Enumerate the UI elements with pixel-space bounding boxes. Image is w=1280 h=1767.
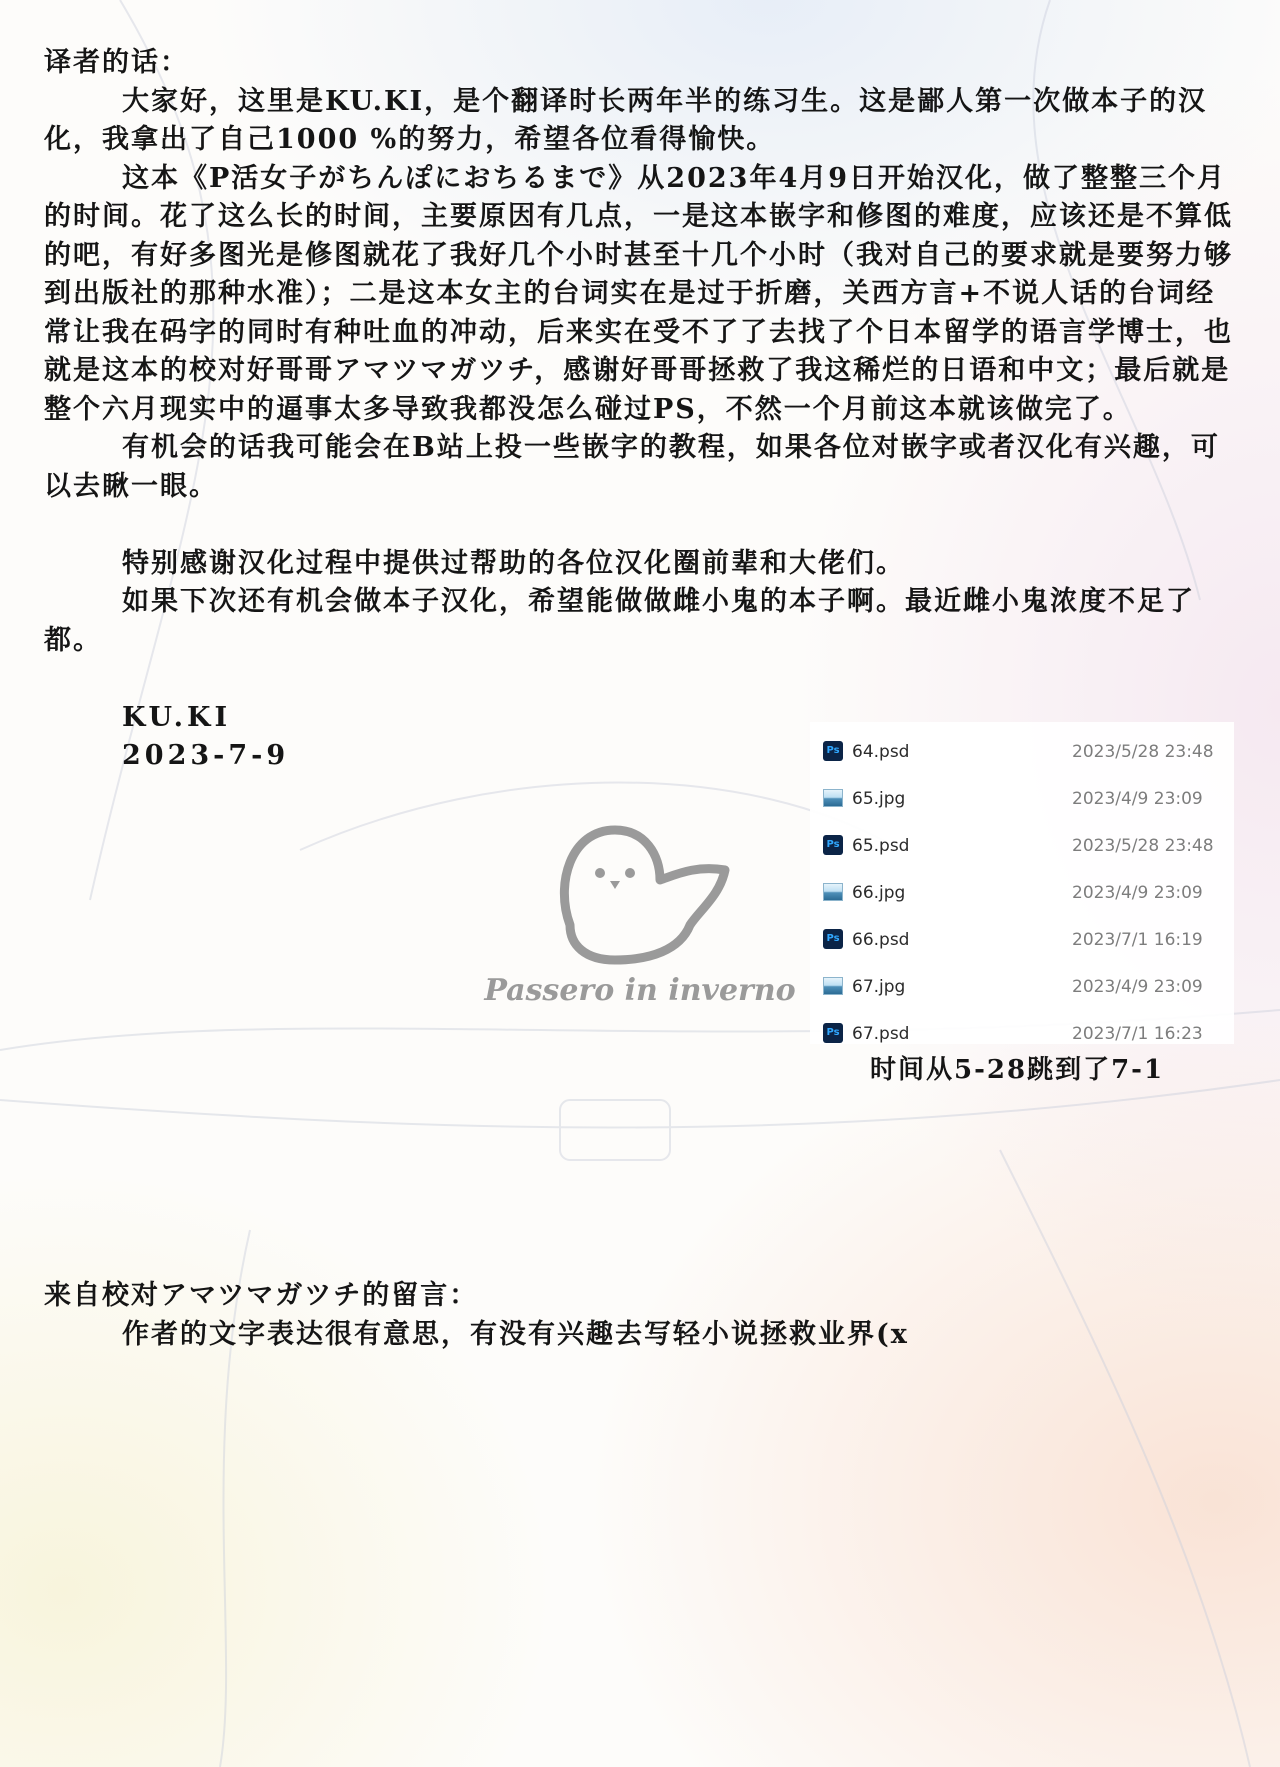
file-row[interactable] xyxy=(810,916,1234,963)
file-date: 2023/7/1 16:23 xyxy=(1072,1024,1203,1044)
spacer xyxy=(44,506,1244,545)
bird-eye-right-icon xyxy=(625,868,635,878)
file-date: 2023/4/9 23:09 xyxy=(1072,883,1203,903)
note-paragraph-intro: 大家好，这里是KU.KI，是个翻译时长两年半的练习生。这是鄙人第一次做本子的汉化，我拿出了自己1000 %的努力，希望各位看得愉快。 xyxy=(44,85,1208,155)
note-paragraph-tutorial: 有机会的话我可能会在B站上投一些嵌字的教程，如果各位对嵌字或者汉化有兴趣，可以去瞅一眼。 xyxy=(44,432,1220,502)
spacer xyxy=(44,660,1244,699)
signature: KU.KI xyxy=(122,701,232,733)
bird-watermark-logo xyxy=(484,815,796,1015)
file-date: 2023/5/28 23:48 xyxy=(1072,836,1214,856)
bird-beak-icon xyxy=(610,881,620,889)
file-name: 66.jpg xyxy=(852,883,906,903)
image-icon xyxy=(823,789,843,807)
proofreader-message xyxy=(44,1276,1244,1354)
photoshop-icon: Ps xyxy=(823,835,843,855)
translator-note xyxy=(44,44,1244,776)
file-name: 67.psd xyxy=(852,1024,910,1044)
file-row[interactable] xyxy=(810,822,1234,869)
file-row[interactable] xyxy=(810,963,1234,1010)
image-icon xyxy=(823,977,843,995)
file-date: 2023/5/28 23:48 xyxy=(1072,742,1214,762)
image-icon xyxy=(823,883,843,901)
file-row[interactable] xyxy=(810,728,1234,775)
proofreader-text: 作者的文字表达很有意思，有没有兴趣去写轻小说拯救业界(x xyxy=(122,1319,909,1350)
file-date: 2023/4/9 23:09 xyxy=(1072,789,1203,809)
bird-eye-left-icon xyxy=(595,868,605,878)
file-row[interactable] xyxy=(810,775,1234,822)
logo-text: Passero in inverno xyxy=(484,973,796,1008)
note-paragraph-reasons: 这本《P活女子がちんぽにおちるまで》从2023年4月9日开始汉化，做了整整三个月的时间。花了这么长的时间，主要原因有几点，一是这本嵌字和修图的难度，应该还是不算低的吧，有好多图光是修图就花了我好几个小时甚至十几个小时（我对自己的要求就是要努力够到出版社的那种水准）；二是这本女主的台词实在是过于折磨，关西方言+不说人话的台词经常让我在码字的同时有种吐血的冲动，后来实在受不了了去找了个日本留学的语言学博士，也就是这本的校对好哥哥アマツマガツチ，感谢好哥哥拯救了我这稀烂的日语和中文；最后就是整个六月现实中的逼事太多导致我都没怎么碰过PS，不然一个月前这本就该做完了。 xyxy=(44,162,1233,425)
file-name: 66.psd xyxy=(852,930,910,950)
file-row[interactable] xyxy=(810,869,1234,916)
photoshop-icon: Ps xyxy=(823,1023,843,1043)
file-list-caption: 时间从5-28跳到了7-1 xyxy=(870,1055,1165,1085)
file-name: 65.jpg xyxy=(852,789,906,809)
note-heading: 译者的话： xyxy=(44,47,189,78)
file-date: 2023/7/1 16:19 xyxy=(1072,930,1203,950)
note-paragraph-wish: 如果下次还有机会做本子汉化，希望能做做雌小鬼的本子啊。最近雌小鬼浓度不足了都。 xyxy=(44,586,1195,656)
note-paragraph-thanks: 特别感谢汉化过程中提供过帮助的各位汉化圈前辈和大佬们。 xyxy=(122,547,905,579)
file-date: 2023/4/9 23:09 xyxy=(1072,977,1203,997)
proofreader-heading: 来自校对アマツマガツチ的留言： xyxy=(44,1280,479,1311)
photoshop-icon: Ps xyxy=(823,741,843,761)
file-name: 64.psd xyxy=(852,742,910,762)
file-list xyxy=(810,722,1234,1044)
file-name: 65.psd xyxy=(852,836,910,856)
file-name: 67.jpg xyxy=(852,977,906,997)
signature-date: 2023-7-9 xyxy=(122,740,290,771)
photoshop-icon: Ps xyxy=(823,929,843,949)
